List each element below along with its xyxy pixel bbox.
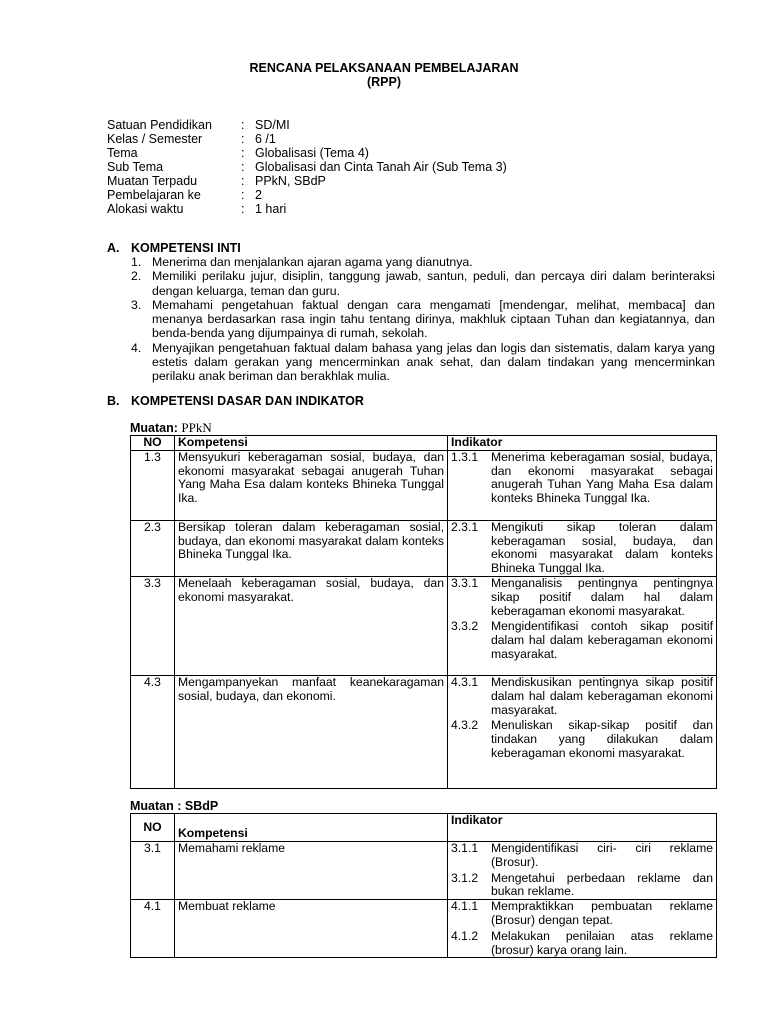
row-no: 3.3 bbox=[131, 576, 175, 675]
identity-colon: : bbox=[241, 174, 245, 188]
section-b-heading bbox=[107, 394, 364, 408]
indikator-code: 4.1.2 bbox=[451, 928, 479, 943]
row-indikator bbox=[448, 520, 717, 576]
identity-colon: : bbox=[241, 146, 245, 160]
indikator-code: 4.3.1 bbox=[451, 674, 479, 689]
row-kompetensi: Memahami reklame bbox=[175, 842, 448, 900]
row-indikator bbox=[448, 576, 717, 675]
item-number: 1. bbox=[131, 255, 142, 269]
muatan-ppkn-label bbox=[130, 421, 212, 435]
identity-key: Pembelajaran ke bbox=[107, 188, 201, 202]
row-kompetensi: Menelaah keberagaman sosial, budaya, dan ekonomi masyarakat. bbox=[175, 576, 448, 675]
section-number: A. bbox=[107, 241, 120, 255]
indikator-item bbox=[451, 930, 713, 958]
identity-key: Sub Tema bbox=[107, 160, 164, 174]
header-no: NO bbox=[131, 436, 175, 451]
table-row bbox=[131, 900, 717, 958]
table-row bbox=[131, 842, 717, 900]
identity-value: Globalisasi dan Cinta Tanah Air (Sub Tema 3) bbox=[255, 160, 507, 174]
identity-key: Kelas / Semester bbox=[107, 132, 203, 146]
table-header-row bbox=[131, 436, 717, 451]
document-subtitle: (RPP) bbox=[366, 75, 402, 89]
indikator-code: 3.1.2 bbox=[451, 870, 479, 885]
indikator-text: Mengikuti sikap toleran dalam keberagaman sosial, budaya, dan ekonomi masyarakat dalam konteks Bhineka Tunggal Ika. bbox=[491, 519, 713, 576]
identity-key: Muatan Terpadu bbox=[107, 174, 198, 188]
list-item bbox=[131, 269, 715, 298]
section-a-heading bbox=[107, 241, 241, 255]
indikator-code: 4.1.1 bbox=[451, 899, 479, 914]
list-item bbox=[131, 298, 715, 341]
row-kompetensi: Bersikap toleran dalam keberagaman sosial, budaya, dan ekonomi masyarakat dalam konteks Bhineka Tunggal Ika. bbox=[175, 520, 448, 576]
document-title: RENCANA PELAKSANAAN PEMBELAJARAN bbox=[249, 61, 519, 75]
identity-colon: : bbox=[241, 188, 245, 202]
header-no: NO bbox=[131, 814, 175, 842]
identity-row bbox=[107, 160, 507, 174]
indikator-text: Mengidentifikasi contoh sikap positif dalam hal dalam keberagaman ekonomi masyarakat. bbox=[491, 619, 713, 661]
identity-value: 6 /1 bbox=[255, 132, 276, 146]
item-number: 3. bbox=[131, 297, 142, 312]
indikator-item bbox=[451, 521, 713, 576]
indikator-text: Mengetahui perbedaan reklame dan bukan reklame. bbox=[491, 870, 713, 899]
muatan-subject: PPkN bbox=[181, 420, 212, 435]
item-text: Menyajikan pengetahuan faktual dalam bahasa yang jelas dan logis dan sistematis, dalam karya yang estetis dalam gerakan yang mencerminkan anak sehat, dan dalam tindakan yang mencerminkan perilaku anak beriman dan berakhlak mulia. bbox=[152, 340, 715, 384]
row-kompetensi: Mensyukuri keberagaman sosial, budaya, dan ekonomi masyarakat sebagai anugerah Tuhan Yang Maha Esa dalam konteks Bhineka Tunggal Ika. bbox=[175, 450, 448, 520]
indikator-text: Mendiskusikan pentingnya sikap positif dalam hal dalam keberagaman ekonomi masyarakat. bbox=[491, 674, 713, 717]
row-kompetensi: Mengampanyekan manfaat keanekaragaman sosial, budaya, dan ekonomi. bbox=[175, 675, 448, 788]
indikator-text: Mengidentifikasi ciri- ciri reklame (Brosur). bbox=[491, 841, 713, 869]
identity-table bbox=[107, 118, 507, 216]
indikator-item bbox=[451, 842, 713, 870]
header-kompetensi: Kompetensi bbox=[175, 436, 448, 451]
identity-row bbox=[107, 118, 507, 132]
identity-row bbox=[107, 146, 507, 160]
item-text: Memiliki perilaku jujur, disiplin, tanggung jawab, santun, peduli, dan percaya diri dalam berinteraksi dengan keluarga, teman dan guru. bbox=[152, 269, 715, 298]
item-text: Memahami pengetahuan faktual dengan cara mengamati [mendengar, melihat, membaca] dan menanya berdasarkan rasa ingin tahu tentang dirinya, makhluk ciptaan Tuhan dan kegiatannya, dan benda-benda yang dijumpainya di rumah, sekolah. bbox=[152, 297, 715, 341]
indikator-item bbox=[451, 577, 713, 618]
row-indikator bbox=[448, 450, 717, 520]
indikator-code: 2.3.1 bbox=[451, 519, 479, 534]
indikator-item bbox=[451, 676, 713, 717]
table-row bbox=[131, 450, 717, 520]
muatan-label: Muatan: bbox=[130, 421, 178, 435]
identity-row bbox=[107, 188, 507, 202]
indikator-text: Menuliskan sikap-sikap positif dan tindakan yang dilakukan dalam keberagaman ekonomi masyarakat. bbox=[491, 718, 713, 760]
identity-row bbox=[107, 202, 507, 216]
indikator-text: Mempraktikkan pembuatan reklame (Brosur) dengan tepat. bbox=[491, 899, 713, 927]
indikator-item bbox=[451, 872, 713, 900]
identity-value: Globalisasi (Tema 4) bbox=[255, 146, 369, 160]
identity-row bbox=[107, 174, 507, 188]
identity-colon: : bbox=[241, 132, 245, 146]
identity-key: Tema bbox=[107, 146, 138, 160]
row-no: 3.1 bbox=[131, 842, 175, 900]
section-title: KOMPETENSI DASAR DAN INDIKATOR bbox=[131, 394, 364, 408]
indikator-item bbox=[451, 719, 713, 760]
indikator-item bbox=[451, 900, 713, 928]
identity-key: Satuan Pendidikan bbox=[107, 118, 212, 132]
item-text: Menerima dan menjalankan ajaran agama yang dianutnya. bbox=[152, 255, 473, 269]
kompetensi-inti-list bbox=[131, 255, 715, 384]
header-indikator: Indikator bbox=[448, 814, 717, 842]
section-number: B. bbox=[107, 394, 120, 408]
identity-row bbox=[107, 132, 507, 146]
table-row bbox=[131, 576, 717, 675]
ppkn-table bbox=[130, 435, 717, 789]
indikator-code: 4.3.2 bbox=[451, 718, 479, 733]
section-title: KOMPETENSI INTI bbox=[131, 241, 241, 255]
list-item bbox=[131, 255, 715, 269]
row-indikator bbox=[448, 842, 717, 900]
row-no: 1.3 bbox=[131, 450, 175, 520]
identity-value: 1 hari bbox=[255, 202, 287, 216]
indikator-item bbox=[451, 451, 713, 506]
indikator-code: 1.3.1 bbox=[451, 449, 479, 464]
identity-value: PPkN, SBdP bbox=[255, 174, 326, 188]
header-kompetensi: Kompetensi bbox=[175, 814, 448, 842]
indikator-code: 3.3.2 bbox=[451, 619, 479, 634]
row-no: 4.1 bbox=[131, 900, 175, 958]
identity-value: 2 bbox=[255, 188, 262, 202]
table-header-row bbox=[131, 814, 717, 842]
identity-colon: : bbox=[241, 118, 245, 132]
indikator-text: Menerima keberagaman sosial, budaya, dan ekonomi masyarakat sebagai anugerah Tuhan Yang Maha Esa dalam konteks Bhineka Tunggal Ika. bbox=[491, 449, 713, 506]
row-kompetensi: Membuat reklame bbox=[175, 900, 448, 958]
muatan-sbdp-label: Muatan : SBdP bbox=[130, 799, 219, 813]
indikator-text: Melakukan penilaian atas reklame (brosur) karya orang lain. bbox=[491, 928, 713, 957]
identity-colon: : bbox=[241, 202, 245, 216]
sbdp-table bbox=[130, 813, 717, 958]
item-number: 4. bbox=[131, 340, 142, 355]
row-no: 4.3 bbox=[131, 675, 175, 788]
indikator-code: 3.3.1 bbox=[451, 575, 479, 590]
row-no: 2.3 bbox=[131, 520, 175, 576]
indikator-text: Menganalisis pentingnya pentingnya sikap positif dalam hal dalam keberagaman ekonomi masyarakat. bbox=[491, 575, 713, 618]
indikator-item bbox=[451, 620, 713, 661]
header-indikator: Indikator bbox=[448, 436, 717, 451]
row-indikator bbox=[448, 900, 717, 958]
identity-value: SD/MI bbox=[255, 118, 290, 132]
row-indikator bbox=[448, 675, 717, 788]
identity-colon: : bbox=[241, 160, 245, 174]
table-row bbox=[131, 675, 717, 788]
list-item bbox=[131, 341, 715, 384]
table-row bbox=[131, 520, 717, 576]
indikator-code: 3.1.1 bbox=[451, 841, 479, 855]
item-number: 2. bbox=[131, 269, 142, 284]
identity-key: Alokasi waktu bbox=[107, 202, 184, 216]
